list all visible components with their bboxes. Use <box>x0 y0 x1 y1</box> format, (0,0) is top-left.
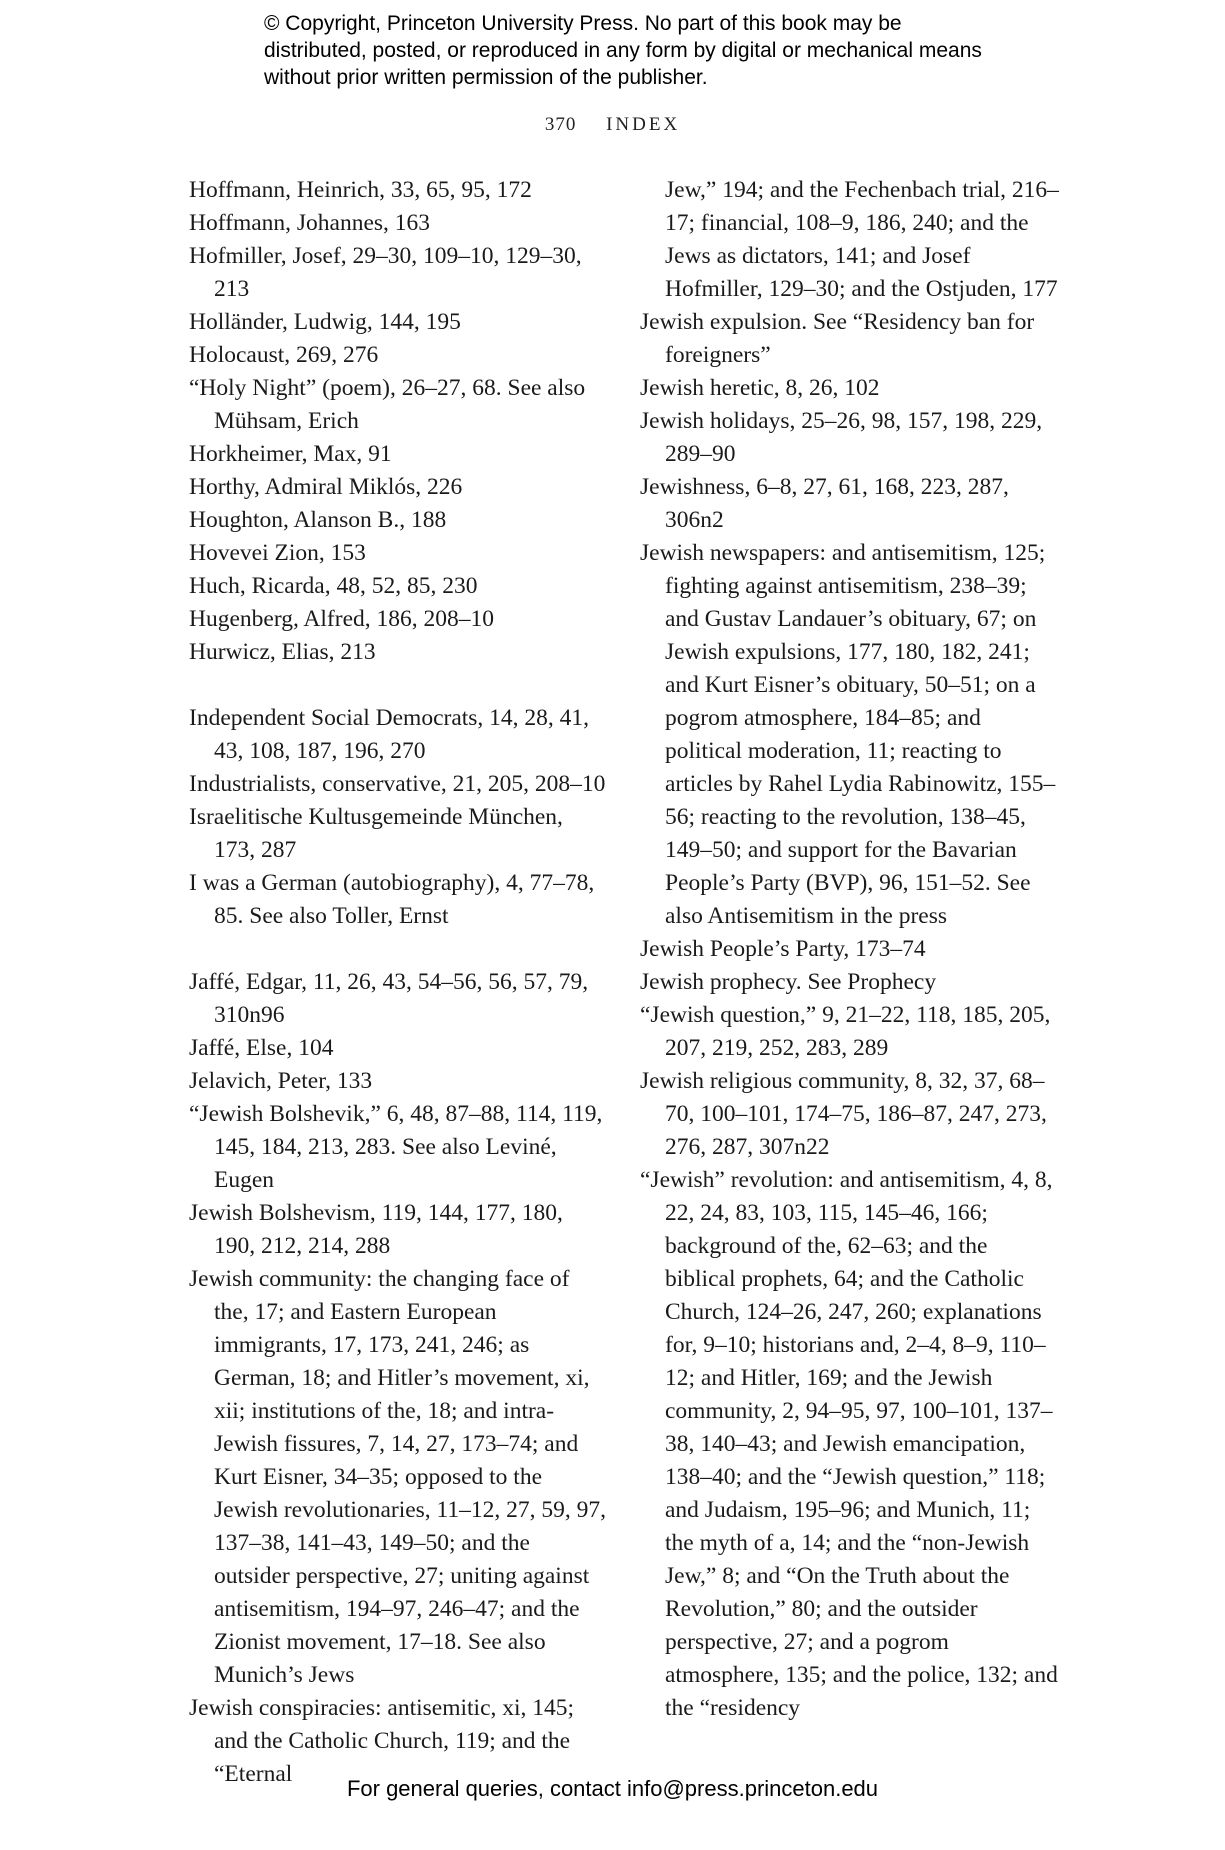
index-entry: I was a German (autobiography), 4, 77–78, 85. See also Toller, Ernst <box>189 870 595 929</box>
footer-contact: For general queries, contact info@press.princeton.edu <box>346 1776 879 1801</box>
index-entry: Jewish Bolshevism, 119, 144, 177, 180, 190, 212, 214, 288 <box>189 1200 563 1259</box>
index-entry: Hofmiller, Josef, 29–30, 109–10, 129–30, 213 <box>189 243 582 302</box>
running-head <box>0 114 1225 136</box>
index-entry: “Jewish question,” 9, 21–22, 118, 185, 205, 207, 219, 252, 283, 289 <box>640 1002 1051 1061</box>
index-entry: Jewishness, 6–8, 27, 61, 168, 223, 287, 306n2 <box>640 474 1009 533</box>
index-entry: “Jewish” revolution: and antisemitism, 4, 8, 22, 24, 83, 103, 115, 145–46, 166; background of the, 62–63; and the biblical prophets, 64; and the Catholic Church, 124–26, 247, 260; explanations for, 9–10; historians and, 2–4, 8–9, 110–12; and Hitler, 169; and the Jewish community, 2, 94–95, 97, 100–101, 137–38, 140–43; and Jewish emancipation, 138–40; and the “Jewish question,” 118; and Judaism, 195–96; and Munich, 11; the myth of a, 14; and the “non-Jewish Jew,” 8; and “On the Truth about the Revolution,” 80; and the outsider perspective, 27; and a pogrom atmosphere, 135; and the police, 132; and the “residency <box>640 1167 1058 1721</box>
index-entry: Jewish heretic, 8, 26, 102 <box>640 375 880 401</box>
index-column-left <box>189 174 609 1791</box>
index-column-right <box>640 174 1060 1725</box>
index-entry: Houghton, Alanson B., 188 <box>189 507 447 533</box>
index-entry: Jewish prophecy. See Prophecy <box>640 969 937 995</box>
index-entry: Jewish People’s Party, 173–74 <box>640 936 926 962</box>
copyright-notice: © Copyright, Princeton University Press. No part of this book may be distributed, posted, or reproduced in any form by digital or mechanical means without prior written permission of the publisher. <box>264 12 982 89</box>
index-entry: Jewish community: the changing face of the, 17; and Eastern European immigrants, 17, 173, 241, 246; as German, 18; and Hitler’s movement, xi, xii; institutions of the, 18; and intra-Jewish fissures, 7, 14, 27, 173–74; and Kurt Eisner, 34–35; opposed to the Jewish revolutionaries, 11–12, 27, 59, 97, 137–38, 141–43, 149–50; and the outsider perspective, 27; uniting against antisemitism, 194–97, 246–47; and the Zionist movement, 17–18. See also Munich’s Jews <box>189 1266 607 1688</box>
index-entry: Holländer, Ludwig, 144, 195 <box>189 309 461 335</box>
page-title: INDEX <box>606 114 681 135</box>
index-entry: Jewish expulsion. See “Residency ban for foreigners” <box>640 309 1035 368</box>
index-entry: Industrialists, conservative, 21, 205, 208–10 <box>189 771 606 797</box>
index-entry: Hoffmann, Johannes, 163 <box>189 210 431 236</box>
index-entry: Jewish newspapers: and antisemitism, 125; fighting against antisemitism, 238–39; and Gustav Landauer’s obituary, 67; on Jewish expulsions, 177, 180, 182, 241; and Kurt Eisner’s obituary, 50–51; on a pogrom atmosphere, 184–85; and political moderation, 11; reacting to articles by Rahel Lydia Rabinowitz, 155–56; reacting to the revolution, 138–45, 149–50; and support for the Bavarian People’s Party (BVP), 96, 151–52. See also Antisemitism in the press <box>640 540 1056 929</box>
index-entry: Israelitische Kultusgemeinde München, 173, 287 <box>189 804 563 863</box>
index-entry: Jelavich, Peter, 133 <box>189 1068 373 1094</box>
index-entry: Jewish religious community, 8, 32, 37, 68–70, 100–101, 174–75, 186–87, 247, 273, 276, 287, 307n22 <box>640 1068 1047 1160</box>
index-entry: Holocaust, 269, 276 <box>189 342 379 368</box>
index-entry: Huch, Ricarda, 48, 52, 85, 230 <box>189 573 478 599</box>
index-entry-continued: Jew,” 194; and the Fechenbach trial, 216–17; financial, 108–9, 186, 240; and the Jews as dictators, 141; and Josef Hofmiller, 129–30; and the Ostjuden, 177 <box>665 177 1059 302</box>
index-entry: Jewish conspiracies: antisemitic, xi, 145; and the Catholic Church, 119; and the “Eternal <box>189 1695 575 1787</box>
index-entry: Jaffé, Else, 104 <box>189 1035 334 1061</box>
index-entry: Jaffé, Edgar, 11, 26, 43, 54–56, 56, 57, 79, 310n96 <box>189 969 589 1028</box>
page-number: 370 <box>544 114 577 135</box>
index-entry: Independent Social Democrats, 14, 28, 41, 43, 108, 187, 196, 270 <box>189 705 590 764</box>
index-entry: “Holy Night” (poem), 26–27, 68. See also Mühsam, Erich <box>189 375 586 434</box>
index-entry: Hurwicz, Elias, 213 <box>189 639 376 665</box>
index-entry: Horthy, Admiral Miklós, 226 <box>189 474 463 500</box>
index-entry: Hugenberg, Alfred, 186, 208–10 <box>189 606 495 632</box>
index-entry: Hovevei Zion, 153 <box>189 540 366 566</box>
index-entry: Hoffmann, Heinrich, 33, 65, 95, 172 <box>189 177 532 203</box>
index-entry: Horkheimer, Max, 91 <box>189 441 392 467</box>
index-entry: Jewish holidays, 25–26, 98, 157, 198, 229, 289–90 <box>640 408 1043 467</box>
index-entry: “Jewish Bolshevik,” 6, 48, 87–88, 114, 119, 145, 184, 213, 283. See also Leviné, Eugen <box>189 1101 603 1193</box>
